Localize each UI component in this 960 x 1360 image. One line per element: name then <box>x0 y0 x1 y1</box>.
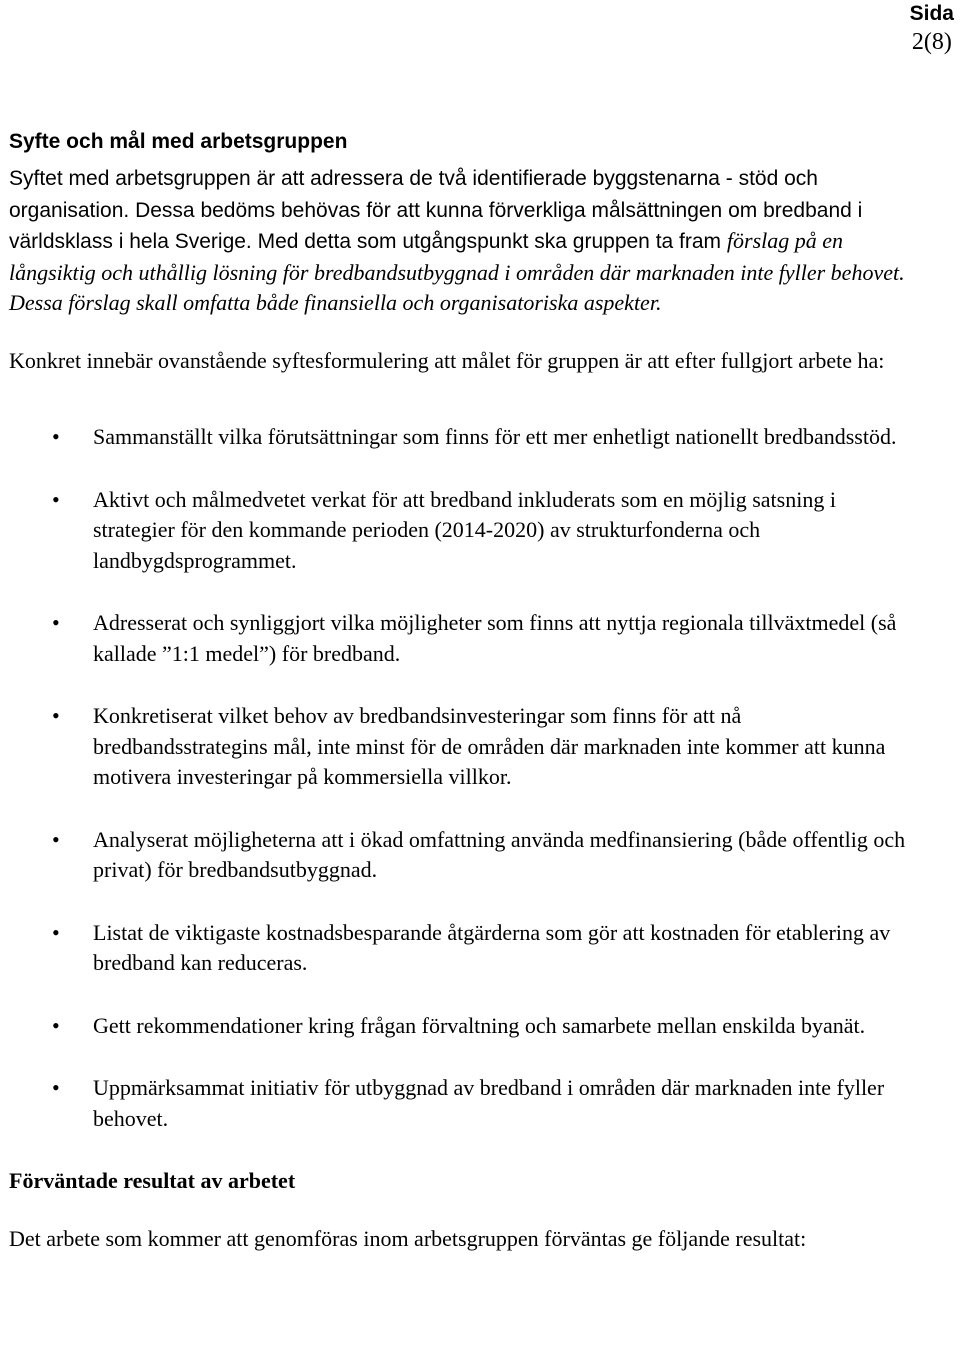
bullet-icon: • <box>52 1075 60 1100</box>
goal-text: Adresserat och synliggjort vilka möjligheter som finns att nyttja regionala tillväxtmedel (så kallade ”1:1 medel”) för bredband. <box>93 610 897 666</box>
goal-text: Sammanställt vilka förutsättningar som finns för ett mer enhetligt nationellt bredbandsstöd. <box>93 424 897 449</box>
purpose-heading: Syfte och mål med arbetsgruppen <box>9 130 348 153</box>
list-item <box>9 422 909 453</box>
list-item <box>9 608 909 669</box>
purpose-intro-italic-text: förslag på en långsiktig och uthållig lösning för bredbandsutbyggnad i områden där marknaden inte fyller behovet. Dessa förslag skall omfatta både finansiella och organisatoriska aspekter. <box>9 228 905 315</box>
list-item <box>9 1073 909 1134</box>
list-item <box>9 918 909 979</box>
goal-text: Analyserat möjligheterna att i ökad omfattning använda medfinansiering (både offentlig och privat) för bredbandsutbyggnad. <box>93 826 906 882</box>
list-item <box>9 701 909 793</box>
bullet-icon: • <box>52 826 60 852</box>
results-paragraph: Det arbete som kommer att genomföras inom arbetsgruppen förväntas ge följande resultat: <box>9 1226 807 1251</box>
results-heading: Förväntade resultat av arbetet <box>9 1168 296 1193</box>
bullet-icon: • <box>52 919 60 945</box>
bullet-icon: • <box>52 610 60 635</box>
list-item <box>9 1011 909 1042</box>
goal-text: Listat de viktigaste kostnadsbesparande åtgärderna som gör att kostnaden för etablering av bredband kan reduceras. <box>93 919 891 975</box>
goal-text: Aktivt och målmedvetet verkat för att bredband inkluderats som en möjlig satsning i strategier för den kommande perioden (2014-2020) av strukturfonderna och landbygdsprogrammet. <box>93 486 836 573</box>
goal-text: Konkretiserat vilket behov av bredbandsinvesteringar som finns för att nå bredbandsstrategins mål, inte minst för de områden där marknaden inte kommer att kunna motivera investeringar på kommersiella villkor. <box>93 703 886 789</box>
bullet-icon: • <box>52 703 60 728</box>
bullet-icon: • <box>52 424 60 449</box>
list-item <box>9 825 909 886</box>
list-item <box>9 485 909 577</box>
bullet-icon: • <box>52 486 60 512</box>
page-label: Sida <box>909 2 954 25</box>
purpose-intro-paragraph <box>9 163 909 319</box>
goal-text: Uppmärksammat initiativ för utbyggnad av bredband i områden där marknaden inte fyller behovet. <box>93 1075 885 1131</box>
page-header <box>910 0 954 56</box>
goal-list <box>9 422 909 1134</box>
document-body <box>9 127 909 1255</box>
page-number: 2(8) <box>911 29 952 55</box>
concrete-paragraph: Konkret innebär ovanstående syftesformulering att målet för gruppen är att efter fullgjort arbete ha: <box>9 347 885 373</box>
goal-text: Gett rekommendationer kring frågan förvaltning och samarbete mellan enskilda byanät. <box>93 1012 866 1038</box>
bullet-icon: • <box>52 1012 60 1038</box>
purpose-intro-text: Syftet med arbetsgruppen är att adressera de två identifierade byggstenarna - stöd och organisation. Dessa bedöms behövas för att kunna förverkliga målsättningen om bredband i världsklass i hela Sverige. Med detta som utgångspunkt ska gruppen ta fram <box>9 167 863 253</box>
